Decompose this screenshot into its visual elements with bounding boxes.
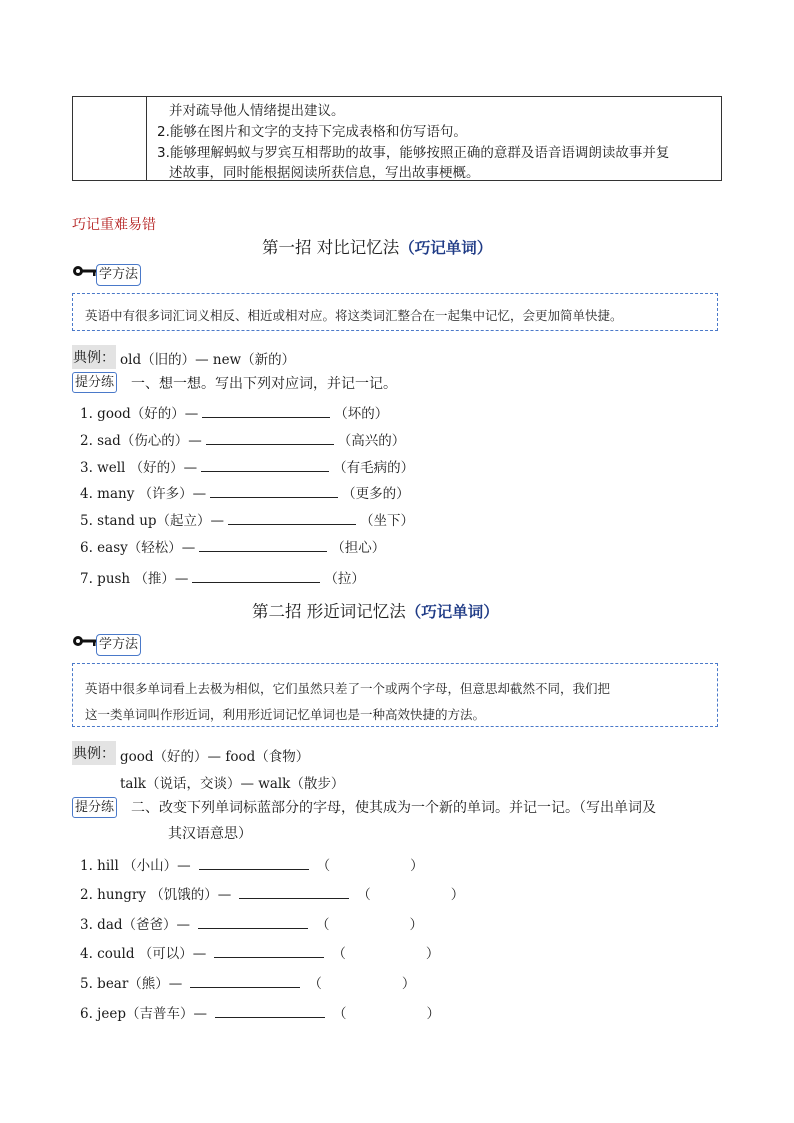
answer-blank[interactable] [199,855,309,870]
part2-method-box [72,663,718,727]
answer-blank[interactable] [202,403,330,418]
part2-practice-instruction-line2: 其汉语意思） [168,826,252,842]
answer-blank[interactable] [199,537,327,552]
part1-question-4: 4. many （许多）— （更多的） [80,482,410,502]
part2-question-2: 2. hungry （饥饿的）— （ ） [80,883,464,903]
answer-blank[interactable] [198,914,308,929]
part1-method-box [72,293,718,331]
answer-blank[interactable] [201,457,329,472]
part2-example-label: 典例： [72,741,116,765]
part2-question-3: 3. dad（爸爸）— （ ） [80,913,423,933]
part2-practice-label: 提分练 [72,797,117,818]
part1-example-text: old（旧的）— new（新的） [120,352,296,368]
part1-method-label: 学方法 [96,264,141,286]
part2-example-line2: talk（说话，交谈）— walk（散步） [120,776,345,792]
table-column-divider [146,97,147,180]
part1-heading [262,234,492,258]
answer-blank[interactable] [214,943,324,958]
part2-title: 第二招 形近词记忆法 [252,602,406,621]
answer-blank[interactable] [210,483,338,498]
table-line-3: 3.能够理解蚂蚁与罗宾互相帮助的故事，能够按照正确的意群及语音语调朗读故事并复 [157,145,670,161]
part1-question-7: 7. push （推）— （拉） [80,567,365,587]
part2-method-text-line1: 英语中很多单词看上去极为相似，它们虽然只差了一个或两个字母，但意思却截然不同，我们把 [85,681,611,696]
part2-practice-instruction-line1: 二、改变下列单词标蓝部分的字母，使其成为一个新的单词。并记一记。（写出单词及 [131,800,656,816]
table-line-2: 2.能够在图片和文字的支持下完成表格和仿写语句。 [157,124,467,140]
section-tag: 巧记重难易错 [72,217,156,233]
part2-method-text-line2: 这一类单词叫作形近词，利用形近词记忆单词也是一种高效快捷的方法。 [85,707,486,722]
answer-blank[interactable] [239,884,349,899]
part1-question-2: 2. sad（伤心的）— （高兴的） [80,429,405,449]
table-line-4: 述故事，同时能根据阅读所获信息，写出故事梗概。 [169,165,480,181]
part1-question-3: 3. well （好的）— （有毛病的） [80,456,414,476]
part1-title: 第一招 对比记忆法 [262,238,400,257]
answer-blank[interactable] [215,1003,325,1018]
part2-example-line1: good（好的）— food（食物） [120,749,310,765]
part2-subtitle: （巧记单词） [405,603,499,621]
part2-question-1: 1. hill （小山）— （ ） [80,854,424,874]
part1-example-label: 典例： [72,345,116,369]
part1-question-5: 5. stand up（起立）— （坐下） [80,509,414,529]
part2-question-4: 4. could （可以）— （ ） [80,942,439,962]
part2-question-5: 5. bear（熊）— （ ） [80,972,415,992]
part1-practice-label: 提分练 [72,372,117,393]
part2-method-label: 学方法 [96,634,141,656]
part1-practice-instruction: 一、想一想。写出下列对应词，并记一记。 [131,376,397,392]
part1-question-1: 1. good（好的）— （坏的） [80,402,388,422]
part1-question-6: 6. easy（轻松）— （担心） [80,536,385,556]
answer-blank[interactable] [206,430,334,445]
objectives-table [72,96,722,181]
part1-subtitle: （巧记单词） [399,239,493,257]
answer-blank[interactable] [190,973,300,988]
table-line-1: 并对疏导他人情绪提出建议。 [169,103,345,119]
answer-blank[interactable] [228,510,356,525]
answer-blank[interactable] [192,568,320,583]
part2-question-6: 6. jeep（吉普车）— （ ） [80,1002,440,1022]
part1-method-text: 英语中有很多词汇词义相反、相近或相对应。将这类词汇整合在一起集中记忆，会更加简单快捷。 [85,308,623,323]
part2-heading [252,598,499,622]
